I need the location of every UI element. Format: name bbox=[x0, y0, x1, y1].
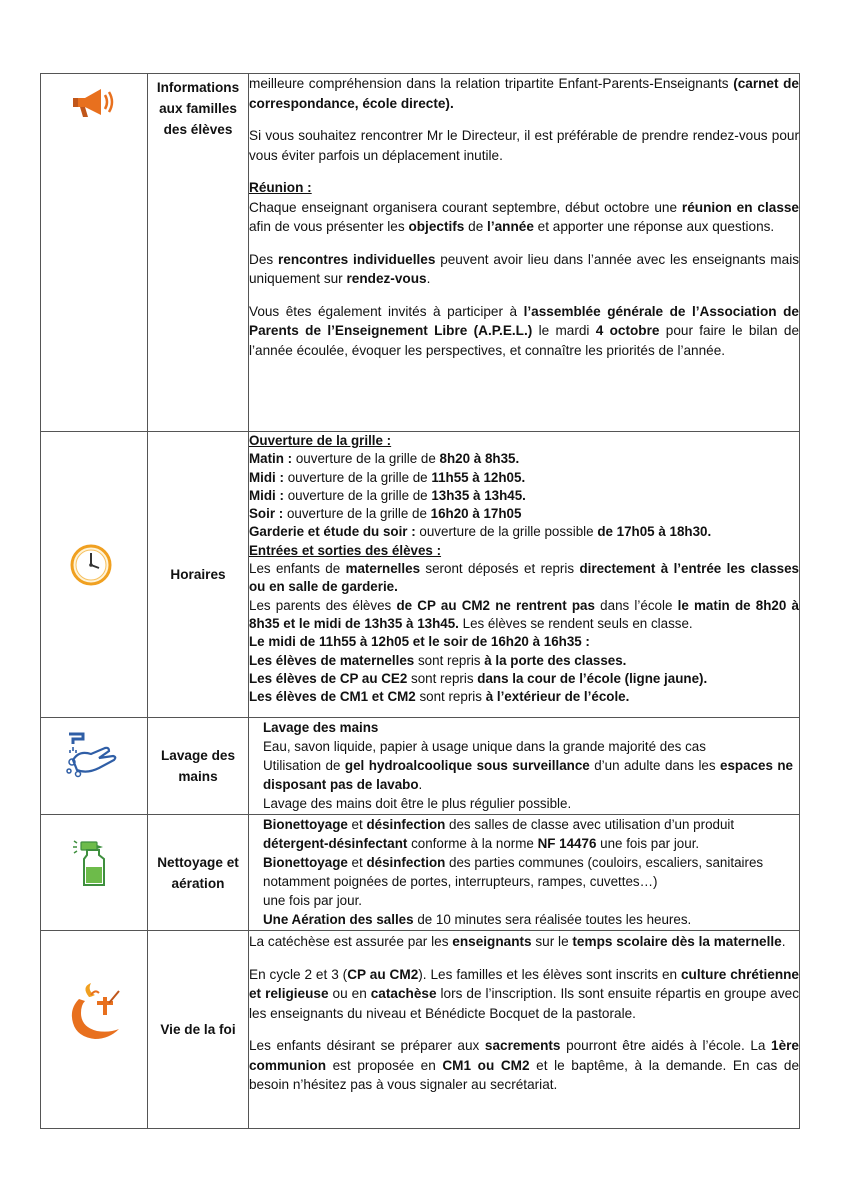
svg-text:foi: foi bbox=[85, 1012, 103, 1026]
text: . bbox=[418, 777, 423, 792]
text: Les enfants désirant se préparer aux bbox=[249, 1038, 485, 1053]
row-content bbox=[249, 718, 800, 815]
row-label-text: Lavage des mains bbox=[160, 748, 236, 784]
icon-cell bbox=[41, 718, 148, 815]
text: Vous êtes également invités à participer à bbox=[249, 303, 524, 319]
text: objectifs bbox=[408, 219, 465, 234]
paragraph bbox=[249, 688, 799, 706]
paragraph bbox=[249, 198, 799, 237]
text: de 17h05 à 18h30. bbox=[597, 524, 712, 540]
text: Le midi de 11h55 à 12h05 et le soir de 16h20 à 16h35 : bbox=[249, 634, 590, 650]
text: ouverture de la grille de bbox=[283, 487, 432, 503]
icon-cell bbox=[41, 432, 148, 718]
text: est proposée en bbox=[326, 1057, 443, 1073]
paragraph bbox=[263, 853, 793, 891]
paragraph: Si vous souhaitez rencontrer Mr le Directeur, il est préférable de prendre rendez-vous pour vous éviter parfois un déplacement inutile. bbox=[249, 128, 799, 163]
text: le matin de 8h20 à 8h35 et le midi de 13h35 à 13h45. bbox=[249, 597, 799, 631]
text: temps scolaire dès la maternelle bbox=[572, 934, 782, 949]
icon-cell bbox=[41, 815, 148, 931]
text: directement à l’entrée les classes ou en salle de garderie. bbox=[249, 561, 799, 595]
text: enseignants bbox=[452, 934, 532, 949]
text: dans l’école bbox=[594, 597, 678, 613]
text: de 10 minutes sera réalisée toutes les heures. bbox=[413, 912, 692, 927]
megaphone-icon bbox=[71, 85, 117, 121]
text: Midi : bbox=[249, 487, 284, 503]
text: Les enfants de bbox=[249, 561, 346, 577]
text: Lavage des mains bbox=[263, 720, 379, 735]
text: La catéchèse est assurée par les bbox=[249, 934, 453, 949]
row-label bbox=[148, 74, 249, 432]
text: lors de l’inscription. Ils sont ensuite répartis en groupe avec les enseignants du niveau et Bénédicte Bocquet de la pastorale. bbox=[249, 986, 800, 1021]
paragraph bbox=[249, 597, 799, 634]
paragraph bbox=[249, 74, 799, 113]
icon-cell bbox=[41, 931, 148, 1129]
text: meilleure compréhension dans la relation tripartite Enfant-Parents-Enseignants bbox=[249, 76, 734, 91]
text: . bbox=[426, 271, 431, 286]
text: NF 14476 bbox=[537, 836, 597, 851]
text: Chaque enseignant organisera courant septembre, début octobre une bbox=[249, 199, 682, 215]
text: ou en bbox=[328, 986, 371, 1001]
text: afin de vous présenter les bbox=[249, 219, 409, 234]
paragraph: Eau, savon liquide, papier à usage unique dans la grande majorité des cas bbox=[263, 739, 706, 754]
grille-heading bbox=[249, 432, 799, 450]
text: réunion en classe bbox=[681, 199, 799, 215]
text: Garderie et étude du soir : bbox=[249, 524, 416, 540]
row-content bbox=[249, 815, 800, 931]
paragraph bbox=[249, 302, 799, 361]
text: Les parents des élèves bbox=[249, 597, 397, 613]
text: et apporter une réponse aux questions. bbox=[533, 219, 775, 234]
text: Midi : bbox=[249, 469, 284, 485]
schedule-line bbox=[249, 505, 799, 523]
text: sacrements bbox=[484, 1038, 561, 1053]
text: des salles de classe avec utilisation d’un produit bbox=[445, 817, 735, 832]
text: l’assemblée générale de l’Association de Parents de l’Enseignement Libre (A.P.E.L.) bbox=[249, 303, 799, 338]
text: Entrées et sorties des élèves : bbox=[249, 542, 442, 558]
text: ouverture de la grille de bbox=[292, 451, 440, 467]
table-row bbox=[41, 718, 800, 815]
text: et bbox=[347, 855, 367, 870]
table-row bbox=[41, 432, 800, 718]
text: de CP au CM2 ne rentrent pas bbox=[396, 597, 595, 613]
text: à la porte des classes. bbox=[484, 652, 627, 668]
paragraph bbox=[263, 910, 793, 929]
clock-icon bbox=[70, 544, 112, 586]
text: de bbox=[464, 219, 488, 234]
text: CM1 ou CM2 bbox=[442, 1057, 530, 1073]
text: En cycle 2 et 3 ( bbox=[249, 966, 348, 982]
paragraph bbox=[249, 965, 799, 1024]
schedule-line bbox=[249, 450, 799, 468]
paragraph: une fois par jour. bbox=[263, 893, 363, 908]
text: pourront être aidés à l’école. La bbox=[560, 1038, 772, 1053]
reunion-heading bbox=[249, 178, 799, 198]
paragraph bbox=[249, 250, 799, 289]
text: ). Les familles et les élèves sont inscrits en bbox=[418, 966, 681, 982]
text: 16h20 à 17h05 bbox=[430, 506, 522, 522]
text: et bbox=[347, 817, 367, 832]
table-row bbox=[41, 931, 800, 1129]
text: l’année bbox=[487, 219, 534, 234]
text: rencontres individuelles bbox=[277, 251, 436, 267]
text: gel hydroalcoolique sous surveillance bbox=[344, 758, 590, 773]
text: à l’extérieur de l’école. bbox=[485, 689, 630, 705]
text: seront déposés et repris bbox=[420, 561, 580, 577]
row-label-text: Informations aux familles des élèves bbox=[156, 80, 240, 137]
text: sont repris bbox=[414, 652, 485, 668]
paragraph bbox=[263, 756, 793, 794]
paragraph bbox=[249, 560, 799, 597]
text: catachèse bbox=[370, 986, 437, 1001]
schedule-line bbox=[249, 523, 799, 541]
icon-cell bbox=[41, 74, 148, 432]
paragraph bbox=[249, 1036, 799, 1095]
row-content bbox=[249, 931, 800, 1129]
row-label bbox=[148, 931, 249, 1129]
row-content bbox=[249, 74, 800, 432]
text: Les élèves de CP au CE2 bbox=[249, 670, 408, 686]
text: détergent-désinfectant bbox=[263, 836, 408, 851]
text: Soir : bbox=[249, 506, 284, 522]
text: Utilisation de bbox=[263, 758, 345, 773]
text: ouverture de la grille de bbox=[283, 506, 431, 522]
text: sur le bbox=[531, 934, 573, 949]
text: Les élèves de maternelles bbox=[249, 652, 415, 668]
text: dans la cour de l’école (ligne jaune). bbox=[477, 670, 708, 686]
table-row bbox=[41, 815, 800, 931]
text: . bbox=[781, 934, 786, 949]
row-label bbox=[148, 815, 249, 931]
text: Les élèves de CM1 et CM2 bbox=[249, 689, 416, 705]
text: peuvent avoir lieu dans l’année avec les enseignants mais uniquement sur bbox=[249, 251, 800, 286]
text: culture chrétienne et religieuse bbox=[249, 966, 799, 1001]
info-table bbox=[40, 73, 800, 1129]
text: le mardi bbox=[532, 323, 596, 338]
row-label bbox=[148, 718, 249, 815]
text: maternelles bbox=[345, 561, 421, 577]
text: des parties communes (couloirs, escaliers, sanitaires notamment poignées de portes, interrupteurs, rampes, cuvettes…) bbox=[263, 855, 764, 889]
text: sont repris bbox=[407, 670, 478, 686]
schedule-line bbox=[249, 469, 799, 487]
row-label-text: Horaires bbox=[170, 567, 226, 582]
text: 1ère communion bbox=[249, 1038, 799, 1073]
text: Les élèves se rendent seuls en classe. bbox=[458, 615, 693, 631]
paragraph: Lavage des mains doit être le plus régulier possible. bbox=[263, 796, 572, 811]
text: ouverture de la grille possible bbox=[415, 524, 598, 540]
entrees-heading bbox=[249, 542, 799, 560]
text: CP au CM2 bbox=[347, 966, 419, 982]
faith-logo-icon bbox=[61, 983, 127, 1047]
text: Une Aération des salles bbox=[263, 912, 414, 927]
text: ouverture de la grille de bbox=[283, 469, 432, 485]
paragraph bbox=[249, 652, 799, 670]
paragraph bbox=[249, 932, 799, 952]
paragraph bbox=[249, 633, 799, 651]
row-label-text: Vie de la foi bbox=[160, 1022, 236, 1037]
text: Bionettoyage bbox=[263, 817, 348, 832]
paragraph bbox=[263, 815, 793, 853]
text: Bionettoyage bbox=[263, 855, 348, 870]
spray-bottle-icon bbox=[73, 837, 113, 889]
hand-wash-heading bbox=[263, 718, 793, 737]
text: Ouverture de la grille : bbox=[249, 433, 392, 448]
text: et le baptême, à la demande. En cas de besoin n’hésitez pas à vous signaler au secrétariat. bbox=[249, 1057, 800, 1092]
text: 4 octobre bbox=[595, 323, 660, 338]
row-label bbox=[148, 432, 249, 718]
text: 13h35 à 13h45. bbox=[431, 487, 526, 503]
text: une fois par jour. bbox=[596, 836, 700, 851]
text: rendez-vous bbox=[346, 271, 427, 286]
text: Des bbox=[249, 251, 278, 267]
text: 11h55 à 12h05. bbox=[431, 469, 526, 485]
text: conforme à la norme bbox=[407, 836, 538, 851]
table-row bbox=[41, 74, 800, 432]
text: Réunion : bbox=[249, 180, 312, 195]
row-content bbox=[249, 432, 800, 718]
text: 8h20 à 8h35. bbox=[439, 451, 520, 467]
text: Matin : bbox=[249, 451, 293, 467]
text: pour faire le bilan de l’année écoulée, évoquer les perspectives, et connaître les priorités de l’année. bbox=[249, 323, 800, 358]
paragraph bbox=[249, 670, 799, 688]
text: espaces ne disposant pas de lavabo bbox=[263, 758, 793, 792]
row-label-text: Nettoyage et aération bbox=[157, 854, 239, 891]
schedule-line bbox=[249, 487, 799, 505]
text: désinfection bbox=[366, 817, 446, 832]
text: d’un adulte dans les bbox=[589, 758, 721, 773]
text: sont repris bbox=[415, 689, 486, 705]
text: (carnet de correspondance, école directe). bbox=[249, 76, 799, 111]
text: désinfection bbox=[366, 855, 446, 870]
handwash-icon bbox=[65, 730, 121, 780]
